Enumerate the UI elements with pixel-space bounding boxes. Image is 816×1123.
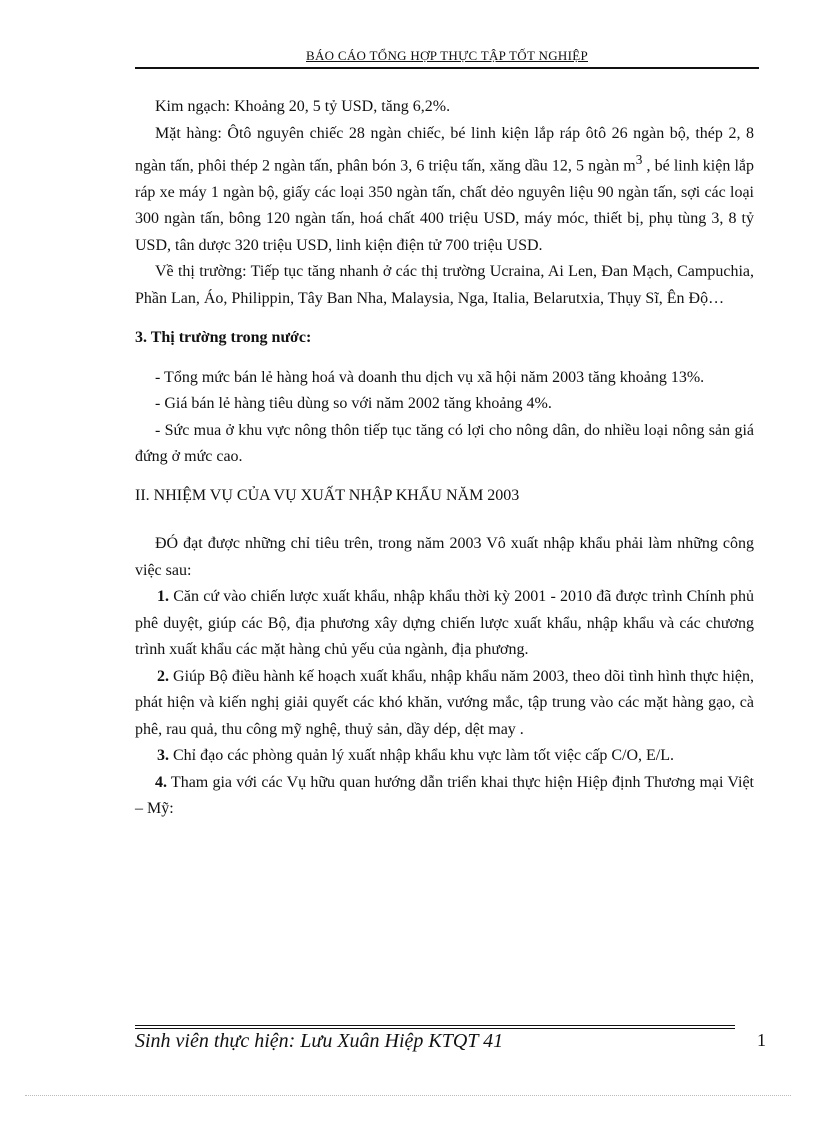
paragraph-intro: ĐÓ đạt được những chỉ tiêu trên, trong năm 2003 Vô xuất nhập khẩu phải làm những công việc sau: [135,535,754,579]
item-1-number: 1. [157,588,169,606]
item-2-number: 2. [157,667,169,685]
bullet-rural-purchasing: - Sức mua ở khu vực nông thôn tiếp tục tăng có lợi cho nông dân, do nhiều loại nông sản giá đứng ở mức cao. [135,421,754,466]
footer-rule-bottom [135,1028,735,1029]
list-item-4 [135,770,754,823]
paragraph-mat-hang [135,121,754,260]
page-edge-divider [25,1095,791,1096]
bullet-consumer-prices: - Giá bán lẻ hàng tiêu dùng so với năm 2002 tăng khoảng 4%. [155,395,552,413]
item-3-number: 3. [157,747,169,765]
cubic-superscript: 3 [635,152,643,167]
mat-hang-text-1: Mặt hàng: Ôtô nguyên chiếc 28 ngàn chiếc, bé linh kiện lắp ráp ôtô 26 ngàn bộ, thép 2, 8 ngàn tấn, phôi thép 2 ngàn tấn, phân bón 3, 6 triệu tấn, xăng dầu 12, 5 ngàn m [135,124,754,175]
page-number: 1 [757,1030,766,1050]
page-header-title: BÁO CÁO TỔNG HỢP THỰC TẬP TỐT NGHIỆP [306,48,588,63]
paragraph-kim-ngach: Kim ngạch: Khoảng 20, 5 tỷ USD, tăng 6,2%. [155,98,451,115]
section-3-heading: 3. Thị trường trong nước: [135,329,312,347]
list-item-1 [135,584,754,664]
footer-rule-top [135,1025,735,1026]
item-2-text: Giúp Bộ điều hành kế hoạch xuất khẩu, nhập khẩu năm 2003, theo dõi tình hình thực hiện, phát hiện và kiến nghị giải quyết các khó khăn, vướng mắc, tập trung vào các mặt hàng gạo, cà phê, rau quả, thu công mỹ nghệ, thuỷ sản, dầy dép, dệt may . [135,667,754,738]
footer-author: Sinh viên thực hiện: Lưu Xuân Hiệp KTQT 41 [135,1030,504,1052]
item-1-text: Căn cứ vào chiến lược xuất khẩu, nhập khẩu thời kỳ 2001 - 2010 đã được trình Chính phủ phê duyệt, giúp các Bộ, địa phương xây dựng chiến lược xuất khẩu, nhập khẩu và các chương trình xuất khẩu các mặt hàng chủ yếu của ngành, địa phương. [135,588,754,659]
header-rule [135,67,759,69]
mat-hang-text-2: , bé linh kiện lắp ráp xe máy 1 ngàn bộ, giấy các loại 350 ngàn tấn, chất dẻo nguyên liệu 90 ngàn tấn, sợi các loại 300 ngàn tấn, bông 120 ngàn tấn, hoá chất 400 triệu USD, máy móc, thiết bị, phụ tùng 3, 8 tỷ USD, tân dược 320 triệu USD, linh kiện điện tử 700 triệu USD. [135,157,754,254]
item-3-text: Chỉ đạo các phòng quản lý xuất nhập khẩu khu vực làm tốt việc cấp C/O, E/L. [169,747,674,765]
document-body [135,94,754,823]
item-4-number: 4. [155,773,167,791]
list-item-2 [135,664,754,744]
item-4-text: Tham gia với các Vụ hữu quan hướng dẫn triển khai thực hiện Hiệp định Thương mại Việt – Mỹ: [135,773,754,818]
section-2-heading: II. NHIỆM VỤ CỦA VỤ XUẤT NHẬP KHẨU NĂM 2003 [135,486,520,504]
paragraph-thi-truong: Về thị trường: Tiếp tục tăng nhanh ở các thị trường Ucraina, Ai Len, Đan Mạch, Campuchia, Phần Lan, Áo, Philippin, Tây Ban Nha, Malaysia, Nga, Italia, Belarutxia, Thụy Sĩ, Ên Độ… [135,263,754,307]
bullet-retail-sales: - Tổng mức bán lẻ hàng hoá và doanh thu dịch vụ xã hội năm 2003 tăng khoảng 13%. [155,368,705,386]
list-item-3 [135,743,754,770]
